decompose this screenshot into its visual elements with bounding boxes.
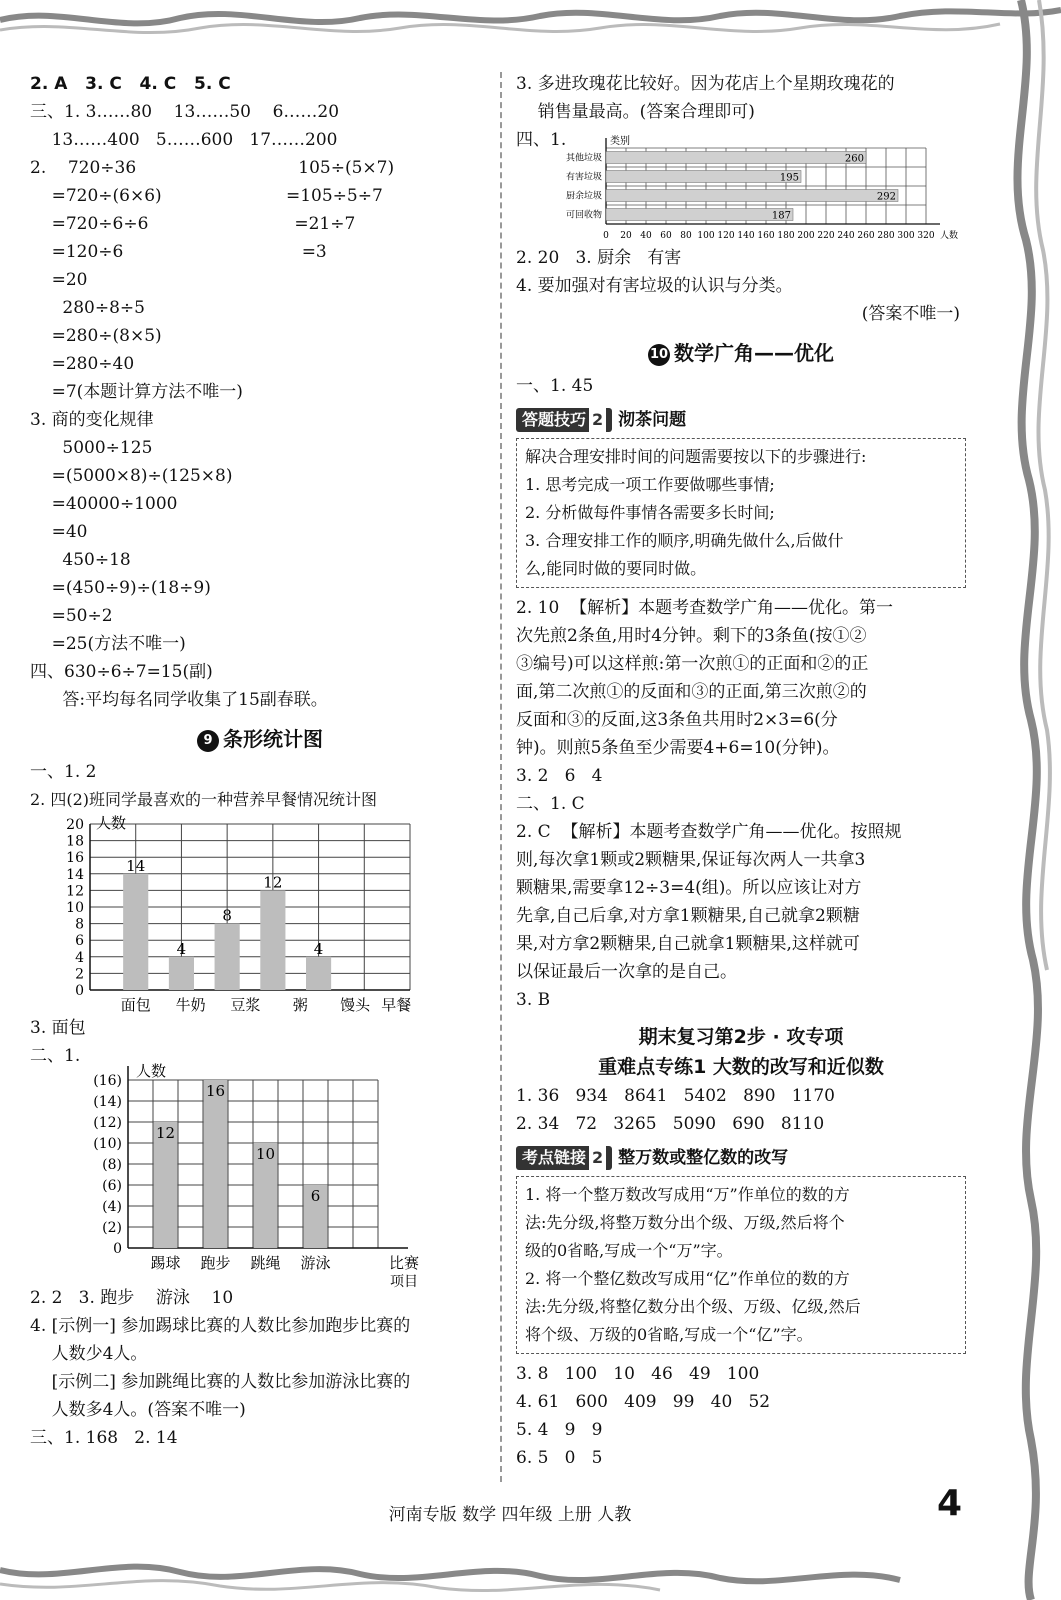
bar-value-label: 12 (263, 873, 283, 892)
answer-line: =40 (30, 522, 88, 542)
answer-line: =40000÷1000 (30, 494, 178, 514)
y-tick-label: (8) (102, 1157, 122, 1173)
tip-title: 整万数或整亿数的改写 (618, 1148, 789, 1168)
answer-line: 2. 四(2)班同学最喜欢的一种营养早餐情况统计图 (30, 790, 378, 809)
x-tick-label: 80 (680, 231, 692, 241)
answer-line: 二、1. (30, 1046, 81, 1066)
review-step-heading: 期末复习第2步 · 攻专项 (638, 1026, 844, 1048)
bar (606, 209, 793, 221)
y-tick-label: (14) (93, 1094, 122, 1110)
answer-line: =120÷6 =3 (30, 242, 327, 262)
bar (606, 152, 866, 164)
y-tick-label: 0 (113, 1241, 122, 1257)
bar (260, 890, 285, 990)
column-divider (500, 72, 502, 1482)
tip-header (516, 1144, 966, 1172)
answer-line: 三、1. 168 2. 14 (30, 1428, 178, 1448)
tip-line: 级的0省略,写成一个“万”字。 (525, 1241, 733, 1260)
bar-value-label: 292 (876, 191, 896, 203)
answer-line: 次先煎2条鱼,用时4分钟。剩下的3条鱼(按①② (516, 626, 867, 646)
x-tick-label: 跳绳 (250, 1254, 281, 1272)
x-axis-label: 项目 (390, 1274, 418, 1290)
bar-value-label: 16 (205, 1082, 226, 1100)
x-tick-label: 踢球 (150, 1254, 181, 1272)
y-tick-label: 10 (66, 900, 84, 916)
bar-value-label: 6 (310, 1187, 321, 1205)
answer-line: 2. C 【解析】本题考查数学广角——优化。按照规 (516, 822, 902, 842)
answer-line: 3. 多进玫瑰花比较好。因为花店上个星期玫瑰花的 (516, 74, 895, 94)
y-tick-label: 可回收物 (565, 210, 602, 221)
y-tick-label: 12 (66, 883, 84, 900)
x-tick-label: 200 (797, 231, 815, 241)
answer-line: 果,对方拿2颗糖果,自己就拿1颗糖果,这样就可 (516, 934, 860, 954)
x-tick-label: 牛奶 (175, 996, 206, 1014)
bar-value-label: 10 (255, 1145, 276, 1163)
bar (169, 957, 194, 990)
x-tick-label: 早餐 (381, 996, 412, 1014)
section-number-badge: 10 (648, 344, 670, 366)
answer-line: 以保证最后一次拿的是自己。 (516, 962, 737, 982)
y-tick-label: (6) (102, 1178, 122, 1194)
x-axis-label: 人数 (940, 231, 959, 241)
answer-line: 销售量最高。(答案合理即可) (516, 102, 755, 122)
section-title-10 (516, 334, 966, 372)
x-tick-label: 240 (837, 231, 855, 241)
answer-line: =7(本题计算方法不唯一) (30, 382, 243, 402)
answer-line: =25(方法不唯一) (30, 634, 186, 654)
answer-line: 4. 61 600 409 99 40 52 (516, 1392, 771, 1412)
x-tick-label: 豆浆 (230, 996, 261, 1014)
y-tick-label: 14 (66, 866, 84, 883)
y-tick-label: (10) (93, 1136, 122, 1152)
tip-box (516, 1176, 966, 1354)
answer-line: 则,每次拿1颗或2颗糖果,保证每次两人一共拿3 (516, 850, 866, 870)
y-axis-label: 人数 (136, 1062, 167, 1080)
left-column (30, 70, 490, 1452)
decorative-border-bottom (0, 1540, 1061, 1600)
y-tick-label: (2) (102, 1220, 122, 1236)
decorative-border-top (0, 0, 1061, 50)
bar-value-label: 195 (779, 172, 799, 184)
bar (215, 924, 240, 990)
answer-line: 3. B (516, 990, 551, 1010)
tip-tag: 答题技巧 2 (516, 408, 612, 432)
answer-line: 一、1. 2 (30, 762, 97, 782)
x-tick-label: 300 (897, 231, 915, 241)
answer-line: =720÷6÷6 =21÷7 (30, 214, 356, 234)
y-tick-label: 2 (75, 966, 84, 983)
answer-line: =280÷(8×5) (30, 326, 162, 346)
section-title-text: 条形统计图 (223, 727, 323, 751)
answer-line: 面,第二次煎①的反面和③的正面,第三次煎②的 (516, 682, 867, 702)
answer-line: 反面和③的反面,这3条鱼共用时2×3=6(分 (516, 710, 838, 730)
breakfast-bar-chart (30, 814, 470, 1014)
answer-line: 2. A 3. C 4. C 5. C (30, 74, 231, 94)
answer-line: 3. 面包 (30, 1018, 86, 1038)
answer-line: 4. [示例一] 参加踢球比赛的人数比参加跑步比赛的 (30, 1316, 411, 1336)
bar (123, 874, 148, 990)
y-tick-label: 4 (75, 949, 84, 966)
answer-line: 人数多4人。(答案不唯一) (30, 1400, 246, 1420)
y-tick-label: 16 (66, 850, 84, 867)
answer-line: 3. 商的变化规律 (30, 410, 154, 430)
x-tick-label: 320 (917, 231, 935, 241)
answer-line: ③编号)可以这样煎:第一次煎①的正面和②的正 (516, 654, 869, 674)
bar-value-label: 14 (126, 856, 146, 875)
y-tick-label: (12) (93, 1115, 122, 1131)
y-tick-label: (4) (102, 1199, 122, 1215)
answer-line: 钟)。则煎5条鱼至少需要4+6=10(分钟)。 (516, 738, 840, 758)
competition-bar-chart (30, 1052, 470, 1290)
y-axis-label: 人数 (96, 814, 127, 832)
bar-value-label: 12 (155, 1124, 176, 1142)
section-number-badge: 9 (197, 730, 219, 752)
y-tick-label: 0 (75, 983, 84, 999)
answer-line: 450÷18 (30, 550, 131, 570)
answer-line: 答:平均每名同学收集了15副春联。 (30, 690, 328, 710)
answer-line: =(5000×8)÷(125×8) (30, 466, 233, 486)
tip-line: 将个级、万级的0省略,写成一个“亿”字。 (525, 1325, 813, 1344)
tip-line: 1. 将一个整万数改写成用“万”作单位的数的方 (525, 1185, 850, 1204)
tip-line: 法:先分级,将整亿数分出个级、万级、亿级,然后 (525, 1297, 861, 1316)
bar-value-label: 4 (313, 939, 324, 958)
answer-line: 人数少4人。 (30, 1344, 148, 1364)
bar-value-label: 4 (176, 939, 187, 958)
x-tick-label: 180 (777, 231, 795, 241)
x-tick-label: 0 (603, 231, 609, 241)
answer-line: 四、1. (516, 130, 567, 150)
tip-box (516, 438, 966, 588)
answer-line: 1. 36 934 8641 5402 890 1170 (516, 1086, 835, 1106)
x-tick-label: 游泳 (300, 1254, 331, 1272)
decorative-border-right (951, 0, 1061, 1600)
x-tick-label: 100 (697, 231, 715, 241)
answer-line: 三、1. 3……80 13……50 6……20 (30, 102, 340, 122)
y-tick-label: 其他垃圾 (565, 153, 602, 164)
answer-line: =720÷(6×6) =105÷5÷7 (30, 186, 383, 206)
answer-line: 3. 2 6 4 (516, 766, 603, 786)
bar-value-label: 260 (844, 153, 864, 165)
x-axis-label: 比赛 (388, 1254, 420, 1272)
answer-line: 5000÷125 (30, 438, 153, 458)
x-tick-label: 260 (857, 231, 875, 241)
x-tick-label: 20 (620, 231, 632, 241)
tip-line: 2. 将一个整亿数改写成用“亿”作单位的数的方 (525, 1269, 850, 1288)
tip-title: 沏茶问题 (618, 410, 687, 430)
y-tick-label: 8 (75, 916, 84, 933)
x-tick-label: 粥 (292, 996, 308, 1014)
chart-header: 类别 (610, 136, 630, 147)
bar-value-label: 8 (222, 906, 232, 925)
tip-line: 解决合理安排时间的问题需要按以下的步骤进行: (525, 447, 867, 466)
x-tick-label: 140 (737, 231, 755, 241)
y-tick-label: 18 (66, 833, 84, 850)
x-tick-label: 280 (877, 231, 895, 241)
answer-line: [示例二] 参加跳绳比赛的人数比参加游泳比赛的 (30, 1372, 411, 1392)
answer-line: =50÷2 (30, 606, 113, 626)
answer-line: 一、1. 45 (516, 376, 594, 396)
answer-line: =(450÷9)÷(18÷9) (30, 578, 211, 598)
answer-line: 5. 4 9 9 (516, 1420, 603, 1440)
answer-line: 280÷8÷5 (30, 298, 145, 318)
bar (204, 1080, 228, 1248)
y-tick-label: 厨余垃圾 (565, 191, 602, 202)
answer-line: 2. 720÷36 105÷(5×7) (30, 158, 395, 178)
y-tick-label: 20 (66, 817, 84, 833)
answer-line: 2. 2 3. 跑步 游泳 10 (30, 1288, 234, 1308)
x-tick-label: 面包 (120, 996, 151, 1014)
x-tick-label: 馒头 (340, 996, 371, 1014)
answer-line: 颗糖果,需要拿12÷3=4(组)。所以应该让对方 (516, 878, 862, 898)
tip-line: 3. 合理安排工作的顺序,明确先做什么,后做什 (525, 531, 844, 550)
tip-line: 么,能同时做的要同时做。 (525, 559, 707, 578)
answer-line: 13……400 5……600 17……200 (30, 130, 338, 150)
bar (606, 190, 898, 202)
tip-tag: 考点链接 2 (516, 1146, 612, 1170)
tip-line: 法:先分级,将整万数分出个级、万级,然后将个 (525, 1213, 845, 1232)
answer-line: 2. 10 【解析】本题考查数学广角——优化。第一 (516, 598, 894, 618)
x-tick-label: 220 (817, 231, 835, 241)
x-tick-label: 跑步 (200, 1254, 231, 1272)
answer-line: =280÷40 (30, 354, 135, 374)
bar (306, 957, 331, 990)
tip-header (516, 406, 966, 434)
answer-note: (答案不唯一) (861, 304, 960, 324)
right-column (516, 70, 966, 1472)
y-tick-label: 有害垃圾 (565, 172, 602, 183)
answer-line: 二、1. C (516, 794, 585, 814)
x-tick-label: 60 (660, 231, 672, 241)
y-tick-label: 6 (75, 933, 84, 950)
answer-line: 6. 5 0 5 (516, 1448, 603, 1468)
answer-line: 4. 要加强对有害垃圾的认识与分类。 (516, 276, 793, 296)
answer-line: 四、630÷6÷7=15(副) (30, 662, 213, 682)
answer-line: 2. 34 72 3265 5090 690 8110 (516, 1114, 825, 1134)
y-tick-label: (16) (93, 1073, 122, 1089)
section-title-9 (30, 720, 490, 758)
tip-line: 1. 思考完成一项工作要做哪些事情; (525, 475, 775, 494)
x-tick-label: 40 (640, 231, 652, 241)
page-footer: 河南专版 数学 四年级 上册 人教 (388, 1505, 632, 1525)
bar (606, 171, 801, 183)
page-number: 4 (937, 1483, 963, 1524)
answer-line: 2. 20 3. 厨余 有害 (516, 248, 682, 268)
garbage-horizontal-bar-chart (516, 136, 959, 244)
x-tick-label: 160 (757, 231, 775, 241)
answer-line: 3. 8 100 10 46 49 100 (516, 1364, 760, 1384)
answer-line: 先拿,自己后拿,对方拿1颗糖果,自己就拿2颗糖 (516, 906, 860, 926)
answer-line: =20 (30, 270, 88, 290)
bar-value-label: 187 (771, 210, 791, 222)
section-title-text: 数学广角——优化 (674, 341, 834, 365)
x-tick-label: 120 (717, 231, 735, 241)
drill-heading: 重难点专练1 大数的改写和近似数 (598, 1056, 884, 1078)
tip-line: 2. 分析做每件事情各需要多长时间; (525, 503, 775, 522)
